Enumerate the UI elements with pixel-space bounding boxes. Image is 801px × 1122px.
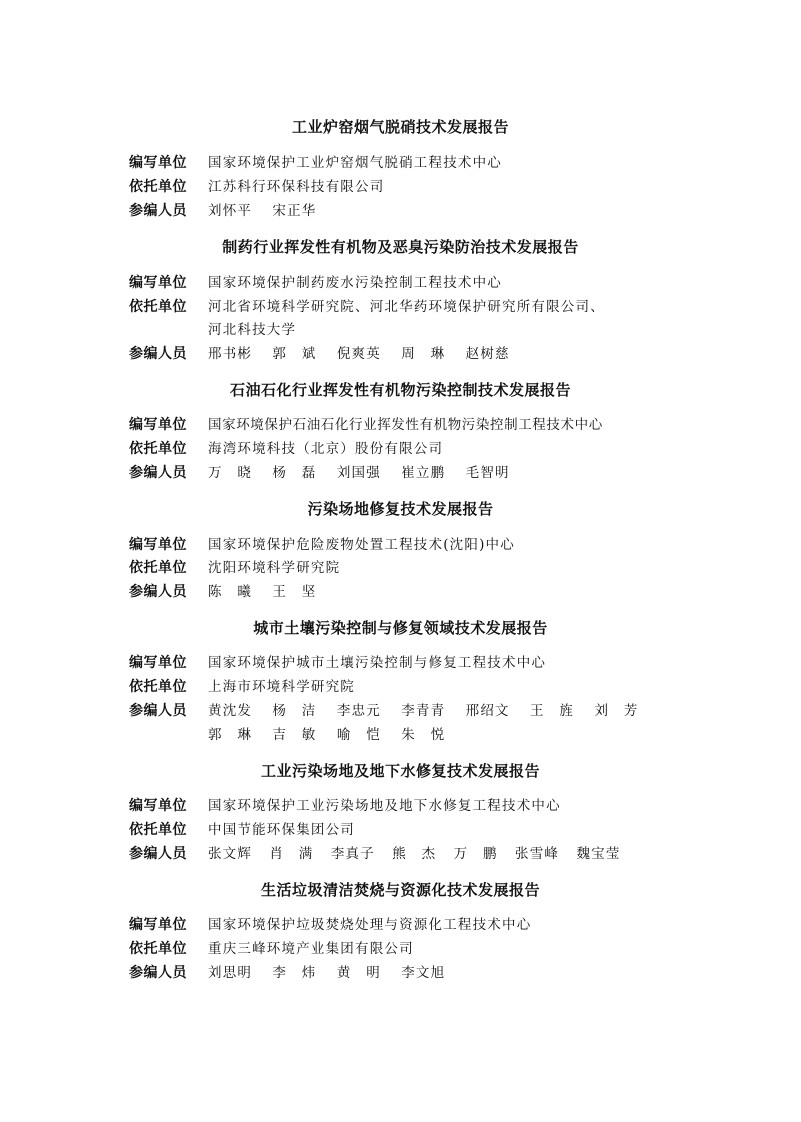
- author-name: 崔立鹏: [401, 465, 446, 481]
- author-name: 吉 敏: [272, 727, 317, 743]
- author-name: 刘怀平: [208, 203, 253, 219]
- sponsor-value: 上海市环境科学研究院: [208, 679, 355, 695]
- author-name: 刘国强: [336, 465, 381, 481]
- section-title: 工业污染场地及地下水修复技术发展报告: [260, 762, 540, 780]
- sponsor-label: 依托单位: [129, 941, 187, 957]
- author-name: 杨 洁: [272, 703, 317, 719]
- sponsor-value: 重庆三峰环境产业集团有限公司: [208, 941, 414, 957]
- author-name: 黄沈发: [208, 703, 253, 719]
- compiler-label: 编写单位: [129, 417, 187, 433]
- section-title: 工业炉窑烟气脱硝技术发展报告: [291, 118, 509, 136]
- compiler-value: 国家环境保护工业污染场地及地下水修复工程技术中心: [208, 798, 561, 814]
- sponsor-value: 沈阳环境科学研究院: [208, 560, 341, 576]
- author-name: 宋正华: [272, 203, 317, 219]
- author-name: 李 炜: [272, 965, 317, 981]
- authors-list: [208, 700, 655, 722]
- sponsor-value: 江苏科行环保科技有限公司: [208, 179, 385, 195]
- author-name: 毛智明: [465, 465, 510, 481]
- authors-list: [208, 962, 461, 984]
- sponsor-value: 河北省环境科学研究院、河北华药环境保护研究所有限公司、: [208, 299, 605, 315]
- author-name: 喻 恺: [336, 727, 381, 743]
- sponsor-value: 河北科技大学: [208, 322, 297, 338]
- author-name: 李文旭: [401, 965, 446, 981]
- authors-list: [208, 462, 526, 484]
- authors-label: 参编人员: [129, 846, 187, 862]
- author-name: 张文辉: [208, 846, 253, 862]
- author-name: 刘思明: [208, 965, 253, 981]
- author-name: 朱 悦: [401, 727, 446, 743]
- authors-list: [208, 581, 333, 603]
- compiler-value: 国家环境保护垃圾焚烧处理与资源化工程技术中心: [208, 917, 532, 933]
- compiler-label: 编写单位: [129, 155, 187, 171]
- authors-label: 参编人员: [129, 346, 187, 362]
- sponsor-label: 依托单位: [129, 822, 187, 838]
- sponsor-value: 海湾环境科技（北京）股份有限公司: [208, 441, 444, 457]
- author-name: 万 鹏: [453, 846, 498, 862]
- author-name: 黄 明: [336, 965, 381, 981]
- author-name: 邢书彬: [208, 346, 253, 362]
- authors-label: 参编人员: [129, 965, 187, 981]
- sponsor-value: 中国节能环保集团公司: [208, 822, 355, 838]
- authors-label: 参编人员: [129, 703, 187, 719]
- author-name: 郭 斌: [272, 346, 317, 362]
- section-title: 城市土壤污染控制与修复领域技术发展报告: [253, 619, 548, 637]
- compiler-label: 编写单位: [129, 917, 187, 933]
- author-name: 陈 曦: [208, 584, 253, 600]
- author-name: 肖 满: [269, 846, 314, 862]
- author-name: 赵树慈: [465, 346, 510, 362]
- author-name: 熊 杰: [392, 846, 437, 862]
- author-name: 刘 芳: [594, 703, 639, 719]
- compiler-value: 国家环境保护工业炉窑烟气脱硝工程技术中心: [208, 155, 502, 171]
- author-name: 周 琳: [401, 346, 446, 362]
- sponsor-label: 依托单位: [129, 560, 187, 576]
- sponsor-label: 依托单位: [129, 299, 187, 315]
- authors-label: 参编人员: [129, 584, 187, 600]
- authors-list: [208, 200, 333, 222]
- author-name: 倪爽英: [336, 346, 381, 362]
- author-name: 张雪峰: [515, 846, 560, 862]
- compiler-value: 国家环境保护危险废物处置工程技术(沈阳)中心: [208, 537, 515, 553]
- author-name: 魏宝莹: [576, 846, 621, 862]
- compiler-value: 国家环境保护城市土壤污染控制与修复工程技术中心: [208, 655, 547, 671]
- sponsor-label: 依托单位: [129, 441, 187, 457]
- compiler-label: 编写单位: [129, 655, 187, 671]
- compiler-label: 编写单位: [129, 275, 187, 291]
- author-name: 李青青: [401, 703, 446, 719]
- authors-label: 参编人员: [129, 465, 187, 481]
- author-name: 王 旌: [530, 703, 575, 719]
- authors-list: [208, 724, 461, 746]
- compiler-value: 国家环境保护制药废水污染控制工程技术中心: [208, 275, 502, 291]
- author-name: 李忠元: [336, 703, 381, 719]
- section-title: 石油石化行业挥发性有机物污染控制技术发展报告: [229, 381, 571, 399]
- author-name: 万 晓: [208, 465, 253, 481]
- authors-list: [208, 843, 621, 865]
- author-name: 郭 琳: [208, 727, 253, 743]
- sponsor-label: 依托单位: [129, 179, 187, 195]
- compiler-label: 编写单位: [129, 537, 187, 553]
- authors-list: [208, 343, 526, 365]
- author-name: 杨 磊: [272, 465, 317, 481]
- author-name: 李真子: [330, 846, 375, 862]
- compiler-value: 国家环境保护石油石化行业挥发性有机物污染控制工程技术中心: [208, 417, 603, 433]
- section-title: 污染场地修复技术发展报告: [307, 500, 494, 518]
- section-title: 生活垃圾清洁焚烧与资源化技术发展报告: [260, 881, 540, 899]
- author-name: 王 坚: [272, 584, 317, 600]
- author-name: 邢绍文: [465, 703, 510, 719]
- section-title: 制药行业挥发性有机物及恶臭污染防治技术发展报告: [222, 238, 579, 256]
- compiler-label: 编写单位: [129, 798, 187, 814]
- authors-label: 参编人员: [129, 203, 187, 219]
- sponsor-label: 依托单位: [129, 679, 187, 695]
